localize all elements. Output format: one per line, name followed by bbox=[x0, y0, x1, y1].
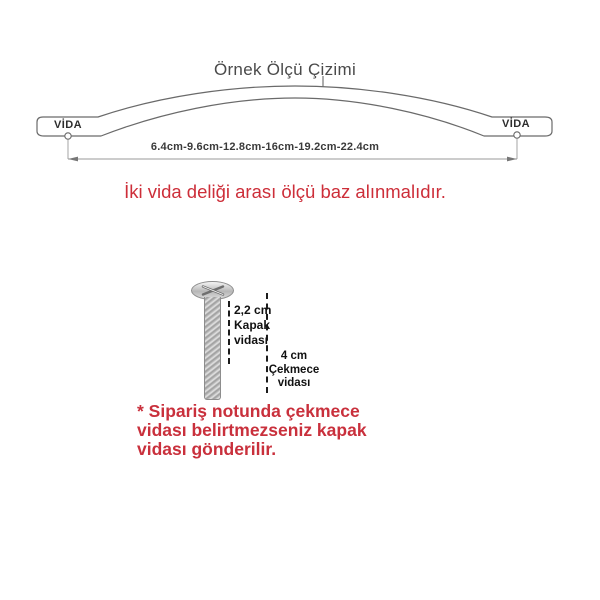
right-screw-hole-label: VİDA bbox=[502, 118, 530, 130]
drawer-screw-name-line2: vidası bbox=[277, 377, 311, 389]
screw-shaft bbox=[204, 297, 221, 400]
left-screw-hole-label: VİDA bbox=[54, 119, 82, 131]
phillips-cross-icon bbox=[200, 284, 226, 297]
left-screw-hole bbox=[65, 133, 71, 139]
drawer-screw-name-line1: Çekmece bbox=[268, 363, 320, 376]
cover-screw-size: 2,2 cm bbox=[234, 303, 272, 317]
cover-screw-label bbox=[234, 303, 271, 348]
dimension-sizes-text: 6.4cm-9.6cm-12.8cm-16cm-19.2cm-22.4cm bbox=[150, 141, 380, 153]
measurement-note: İki vida deliği arası ölçü baz alınmalıdır. bbox=[124, 181, 446, 202]
drawing-title: Örnek Ölçü Çizimi bbox=[213, 60, 357, 79]
order-warning-line3: vidası gönderilir. bbox=[137, 439, 277, 459]
dimension-arrow-left bbox=[68, 157, 78, 162]
handle-outline bbox=[37, 86, 552, 136]
cover-screw-dashed-line bbox=[228, 301, 230, 364]
cover-screw-name-line2: vidası bbox=[234, 333, 269, 347]
order-warning-line1: * Sipariş notunda çekmece bbox=[137, 401, 360, 421]
cover-screw-name-line1: Kapak bbox=[234, 318, 271, 332]
order-warning-line2: vidası belirtmezseniz kapak bbox=[137, 420, 367, 440]
drawer-screw-size: 4 cm bbox=[280, 350, 308, 362]
order-warning-text bbox=[137, 402, 457, 459]
drawer-screw-label bbox=[268, 350, 320, 391]
dimension-arrow-right bbox=[507, 157, 517, 162]
right-screw-hole bbox=[514, 132, 520, 138]
